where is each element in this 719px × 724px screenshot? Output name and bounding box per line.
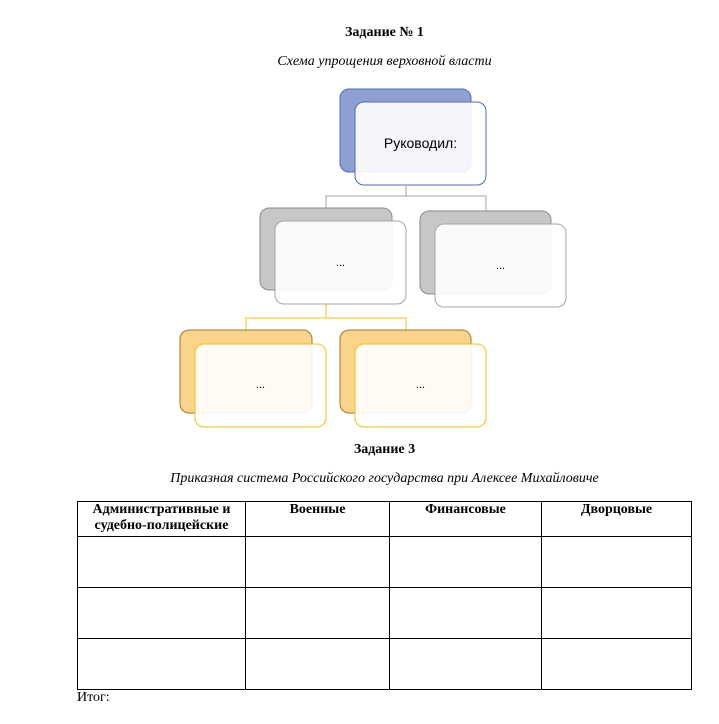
task1-title: Задание № 1 xyxy=(345,25,424,40)
table-cell[interactable] xyxy=(390,588,542,639)
table-header-row xyxy=(78,502,692,537)
table-cell[interactable] xyxy=(246,639,390,690)
header-financial: Финансовые xyxy=(390,502,542,537)
connector-level2-level3 xyxy=(246,304,406,330)
level2-right-label: ... xyxy=(495,260,506,272)
table-cell[interactable] xyxy=(78,639,246,690)
table-cell[interactable] xyxy=(246,588,390,639)
root-node-label: Руководил: xyxy=(383,135,458,151)
table-row xyxy=(78,537,692,588)
connector-root-level2 xyxy=(326,186,486,211)
total-label: Итог: xyxy=(77,690,110,705)
table-cell[interactable] xyxy=(542,588,692,639)
table-cell[interactable] xyxy=(542,639,692,690)
header-palace: Дворцовые xyxy=(542,502,692,537)
prikaz-table xyxy=(77,501,692,690)
task3-subtitle: Приказная система Российского государства при Алексее Михайловиче xyxy=(170,471,599,486)
table-cell[interactable] xyxy=(390,537,542,588)
level3-left-label: ... xyxy=(255,379,266,391)
table-row xyxy=(78,588,692,639)
task1-subtitle: Схема упрощения верховной власти xyxy=(277,54,492,69)
table-cell[interactable] xyxy=(542,537,692,588)
table-row xyxy=(78,639,692,690)
table-cell[interactable] xyxy=(390,639,542,690)
level3-right-label: ... xyxy=(415,379,426,391)
table-cell[interactable] xyxy=(78,588,246,639)
table-cell[interactable] xyxy=(78,537,246,588)
table-cell[interactable] xyxy=(246,537,390,588)
header-military: Военные xyxy=(246,502,390,537)
task3-title: Задание 3 xyxy=(353,442,416,457)
header-administrative: Административные и судебно-полицейские xyxy=(78,502,246,537)
level2-left-label: ... xyxy=(335,257,346,269)
